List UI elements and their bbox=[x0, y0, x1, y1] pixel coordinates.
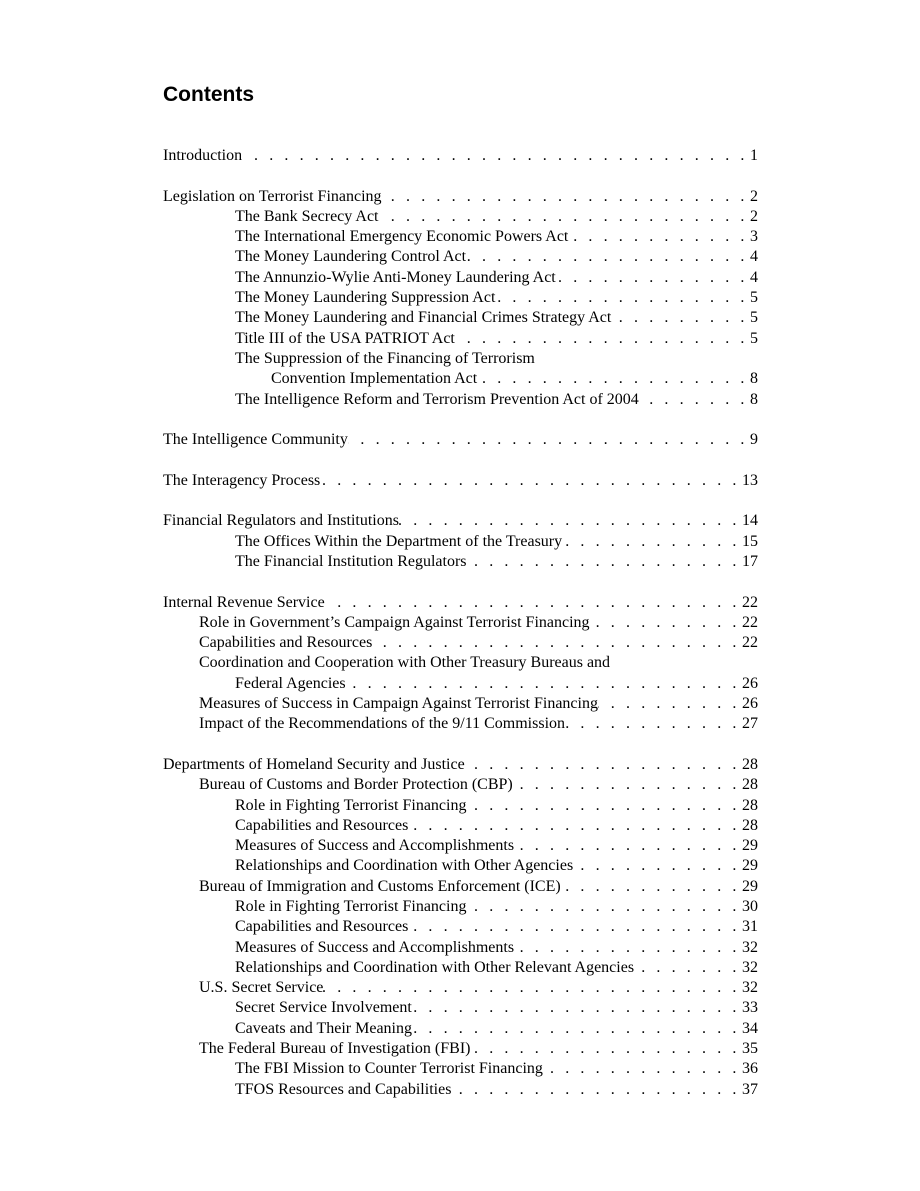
dot-leader bbox=[323, 978, 740, 998]
dot-leader bbox=[495, 288, 748, 308]
toc-entry[interactable] bbox=[163, 247, 758, 267]
toc-entry-page-number: 30 bbox=[742, 897, 758, 915]
toc-entry-title: The Suppression of the Financing of Terrorism bbox=[235, 349, 535, 367]
toc-entry-page-number: 3 bbox=[750, 228, 758, 246]
toc-entry-title: Bureau of Immigration and Customs Enforcement (ICE) bbox=[199, 877, 561, 895]
toc-entry-page-number: 26 bbox=[742, 695, 758, 713]
toc-entry-title: The FBI Mission to Counter Terrorist Financing bbox=[235, 1060, 543, 1078]
page-title: Contents bbox=[163, 83, 254, 106]
toc-entry[interactable] bbox=[163, 1080, 758, 1100]
toc-entry[interactable] bbox=[163, 653, 758, 673]
toc-entry-title: Capabilities and Resources bbox=[235, 918, 409, 936]
toc-entry[interactable] bbox=[163, 552, 758, 572]
dot-leader bbox=[561, 877, 740, 897]
toc-entry-page-number: 36 bbox=[742, 1060, 758, 1078]
toc-entry-page-number: 22 bbox=[742, 593, 758, 611]
toc-entry-page-number: 26 bbox=[742, 674, 758, 692]
toc-entry-page-number: 5 bbox=[750, 329, 758, 347]
toc-entry-page-number: 14 bbox=[742, 512, 758, 530]
dot-leader bbox=[382, 187, 748, 207]
dot-leader bbox=[320, 471, 740, 491]
dot-leader bbox=[379, 207, 749, 227]
toc-entry-title: TFOS Resources and Capabilities bbox=[235, 1080, 452, 1098]
dot-leader bbox=[412, 1019, 740, 1039]
toc-entry-title: Title III of the USA PATRIOT Act bbox=[235, 329, 455, 347]
toc-entry[interactable] bbox=[163, 958, 758, 978]
toc-entry-title: The Money Laundering Suppression Act bbox=[235, 289, 496, 307]
toc-entry[interactable] bbox=[163, 694, 758, 714]
toc-entry[interactable] bbox=[163, 755, 758, 775]
toc-entry[interactable] bbox=[163, 227, 758, 247]
toc-entry-page-number: 37 bbox=[742, 1080, 758, 1098]
dot-leader bbox=[565, 714, 740, 734]
dot-leader bbox=[242, 146, 748, 166]
toc-entry[interactable] bbox=[163, 998, 758, 1018]
dot-leader bbox=[639, 390, 748, 410]
dot-leader bbox=[514, 836, 740, 856]
toc-entry-page-number: 9 bbox=[750, 431, 758, 449]
toc-entry-page-number: 32 bbox=[742, 938, 758, 956]
dot-leader bbox=[562, 532, 740, 552]
dot-leader bbox=[611, 308, 748, 328]
dot-leader bbox=[543, 1059, 740, 1079]
toc-entry-title: Bureau of Customs and Border Protection (CBP) bbox=[199, 776, 513, 794]
dot-leader bbox=[325, 593, 740, 613]
toc-entry[interactable] bbox=[163, 633, 758, 653]
toc-entry-page-number: 28 bbox=[742, 816, 758, 834]
toc-entry-page-number: 22 bbox=[742, 634, 758, 652]
toc-entry[interactable] bbox=[163, 917, 758, 937]
toc-entry[interactable] bbox=[163, 613, 758, 633]
toc-entry-title: The Federal Bureau of Investigation (FBI) bbox=[199, 1040, 471, 1058]
toc-entry[interactable] bbox=[163, 714, 758, 734]
dot-leader bbox=[408, 917, 740, 937]
toc-entry-title: Impact of the Recommendations of the 9/11 Commission bbox=[199, 715, 566, 733]
dot-leader bbox=[466, 796, 740, 816]
toc-entry[interactable] bbox=[163, 836, 758, 856]
toc-entry[interactable] bbox=[163, 369, 758, 389]
toc-entry-title: The Offices Within the Department of the Treasury bbox=[235, 532, 563, 550]
toc-entry-page-number: 29 bbox=[742, 857, 758, 875]
toc-entry-title: Caveats and Their Meaning bbox=[235, 1019, 412, 1037]
dot-leader bbox=[466, 247, 748, 267]
toc-entry-page-number: 35 bbox=[742, 1040, 758, 1058]
toc-entry-page-number: 15 bbox=[742, 532, 758, 550]
toc-entry-title: Convention Implementation Act bbox=[271, 370, 478, 388]
dot-leader bbox=[590, 613, 740, 633]
toc-entry-title: Legislation on Terrorist Financing bbox=[163, 187, 382, 205]
toc-entry-page-number: 29 bbox=[742, 837, 758, 855]
toc-entry-page-number: 32 bbox=[742, 958, 758, 976]
toc-entry-page-number: 4 bbox=[750, 248, 758, 266]
toc-entry-title: Role in Government’s Campaign Against Terrorist Financing bbox=[199, 613, 590, 631]
toc-entry[interactable] bbox=[163, 187, 758, 207]
toc-entry-page-number: 8 bbox=[750, 390, 758, 408]
toc-entry-title: Relationships and Coordination with Other Agencies bbox=[235, 857, 574, 875]
toc-entry-page-number: 2 bbox=[750, 207, 758, 225]
toc-entry-title: The Interagency Process bbox=[163, 471, 321, 489]
toc-entry[interactable] bbox=[163, 390, 758, 410]
toc-entry[interactable] bbox=[163, 593, 758, 613]
toc-entry-page-number: 33 bbox=[742, 999, 758, 1017]
toc-entry-page-number: 13 bbox=[742, 471, 758, 489]
toc-entry-title: The International Emergency Economic Powers Act bbox=[235, 228, 569, 246]
toc-entry-title: Role in Fighting Terrorist Financing bbox=[235, 796, 467, 814]
dot-leader bbox=[451, 1080, 740, 1100]
toc-entry[interactable] bbox=[163, 1059, 758, 1079]
toc-entry-title: Role in Fighting Terrorist Financing bbox=[235, 897, 467, 915]
toc-entry[interactable] bbox=[163, 674, 758, 694]
dot-leader bbox=[412, 998, 740, 1018]
toc-entry-title: Introduction bbox=[163, 147, 243, 164]
toc-entry[interactable] bbox=[163, 532, 758, 552]
toc-entry-title: Coordination and Cooperation with Other Treasury Bureaus and bbox=[199, 654, 611, 672]
toc-entry-page-number: 2 bbox=[750, 187, 758, 205]
toc-entry[interactable] bbox=[163, 775, 758, 795]
toc-entry[interactable] bbox=[163, 897, 758, 917]
toc-entry-title: The Money Laundering and Financial Crimes Strategy Act bbox=[235, 309, 612, 327]
toc-entry-page-number: 17 bbox=[742, 552, 758, 570]
toc-entry[interactable] bbox=[163, 146, 758, 166]
toc-entry-title: The Money Laundering Control Act bbox=[235, 248, 467, 266]
toc-entry-page-number: 22 bbox=[742, 613, 758, 631]
toc-entry-title: Capabilities and Resources bbox=[199, 634, 373, 652]
toc-entry-title: The Annunzio-Wylie Anti-Money Laundering Act bbox=[235, 268, 556, 286]
toc-entry-title: Measures of Success in Campaign Against Terrorist Financing bbox=[199, 695, 598, 713]
dot-leader bbox=[556, 268, 748, 288]
toc-entry-page-number: 28 bbox=[742, 776, 758, 794]
dot-leader bbox=[399, 511, 740, 531]
dot-leader bbox=[568, 227, 748, 247]
toc-entry-title: U.S. Secret Service bbox=[199, 979, 324, 997]
dot-leader bbox=[470, 1039, 740, 1059]
toc-entry-title: Secret Service Involvement bbox=[235, 999, 412, 1017]
toc-entry[interactable] bbox=[163, 471, 758, 491]
toc-entry[interactable] bbox=[163, 1019, 758, 1039]
toc-entry-title: Financial Regulators and Institutions bbox=[163, 512, 399, 530]
table-of-contents bbox=[163, 146, 758, 1100]
toc-entry-page-number: 29 bbox=[742, 877, 758, 895]
toc-entry-page-number: 1 bbox=[750, 147, 758, 164]
toc-entry-title: Measures of Success and Accomplishments bbox=[235, 938, 515, 956]
toc-entry-title: The Intelligence Reform and Terrorism Prevention Act of 2004 bbox=[235, 390, 639, 408]
dot-leader bbox=[514, 938, 740, 958]
dot-leader bbox=[513, 775, 740, 795]
dot-leader bbox=[372, 633, 740, 653]
toc-entry[interactable] bbox=[163, 308, 758, 328]
dot-leader bbox=[477, 369, 748, 389]
toc-entry-page-number: 31 bbox=[742, 918, 758, 936]
dot-leader bbox=[348, 430, 748, 450]
dot-leader bbox=[465, 755, 740, 775]
toc-entry-title: Relationships and Coordination with Other Relevant Agencies bbox=[235, 958, 635, 976]
dot-leader bbox=[467, 552, 740, 572]
toc-entry[interactable] bbox=[163, 207, 758, 227]
toc-entry-title: Internal Revenue Service bbox=[163, 593, 325, 611]
dot-leader bbox=[573, 856, 740, 876]
toc-entry-page-number: 28 bbox=[742, 755, 758, 773]
toc-entry-page-number: 8 bbox=[750, 370, 758, 388]
toc-entry-title: Measures of Success and Accomplishments bbox=[235, 837, 515, 855]
toc-entry[interactable] bbox=[163, 796, 758, 816]
toc-entry-page-number: 27 bbox=[742, 715, 758, 733]
toc-entry[interactable] bbox=[163, 877, 758, 897]
dot-leader bbox=[598, 694, 740, 714]
dot-leader bbox=[634, 958, 740, 978]
toc-entry-page-number: 34 bbox=[742, 1019, 758, 1037]
toc-entry-page-number: 5 bbox=[750, 309, 758, 327]
toc-entry-title: Capabilities and Resources bbox=[235, 816, 409, 834]
toc-entry[interactable] bbox=[163, 816, 758, 836]
toc-entry[interactable] bbox=[163, 1039, 758, 1059]
toc-entry-title: Federal Agencies bbox=[235, 674, 346, 692]
toc-entry[interactable] bbox=[163, 288, 758, 308]
toc-entry-title: Departments of Homeland Security and Justice bbox=[163, 755, 465, 773]
toc-entry[interactable] bbox=[163, 268, 758, 288]
toc-entry-page-number: 5 bbox=[750, 289, 758, 307]
dot-leader bbox=[466, 897, 740, 917]
toc-entry[interactable] bbox=[163, 856, 758, 876]
toc-entry-page-number: 4 bbox=[750, 268, 758, 286]
toc-entry[interactable] bbox=[163, 430, 758, 450]
toc-entry[interactable] bbox=[163, 349, 758, 369]
toc-entry-page-number: 28 bbox=[742, 796, 758, 814]
toc-entry-title: The Intelligence Community bbox=[163, 431, 348, 449]
toc-entry[interactable] bbox=[163, 978, 758, 998]
toc-entry-page-number: 32 bbox=[742, 979, 758, 997]
dot-leader bbox=[346, 674, 740, 694]
dot-leader bbox=[408, 816, 740, 836]
dot-leader bbox=[455, 329, 748, 349]
toc-entry-title: The Financial Institution Regulators bbox=[235, 552, 467, 570]
toc-entry-title: The Bank Secrecy Act bbox=[235, 207, 379, 225]
toc-entry[interactable] bbox=[163, 511, 758, 531]
toc-entry[interactable] bbox=[163, 938, 758, 958]
toc-entry[interactable] bbox=[163, 329, 758, 349]
